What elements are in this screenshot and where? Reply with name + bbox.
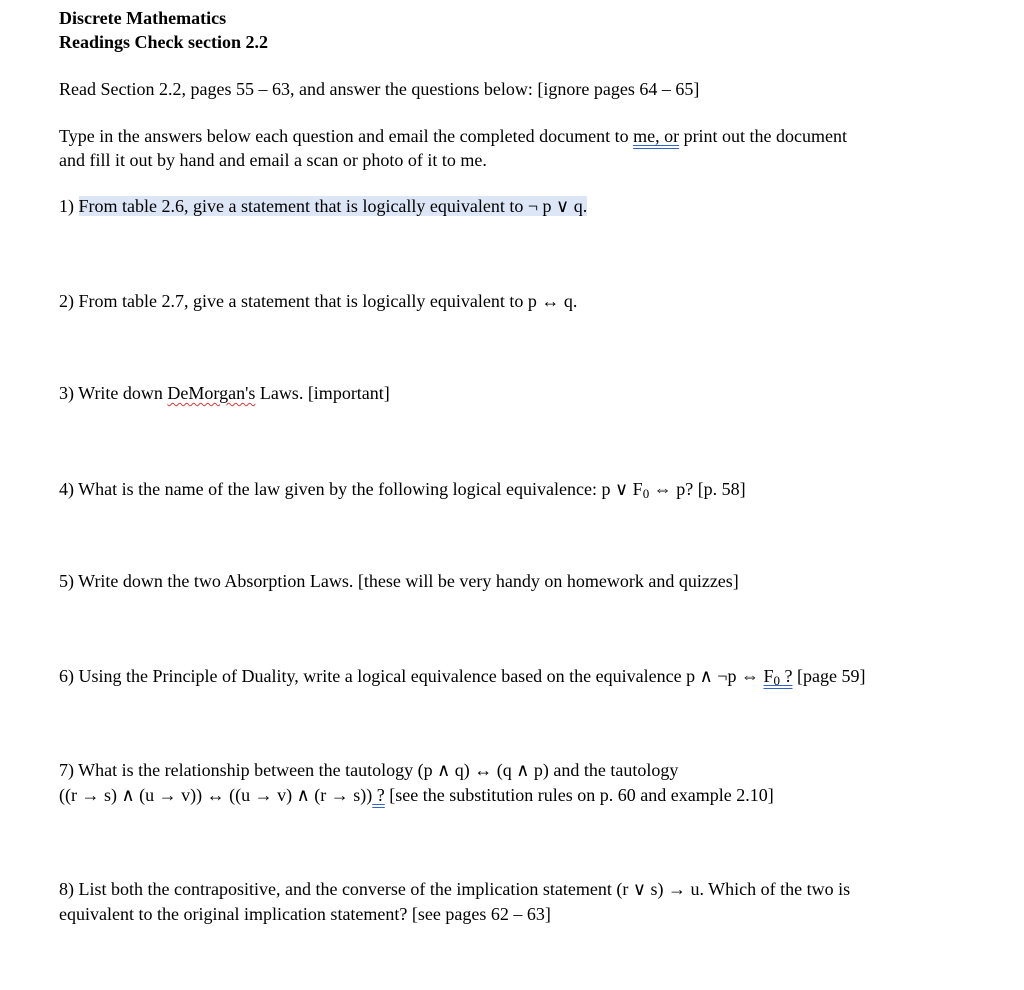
intro-submission-line [59,124,847,148]
question-2: 2) From table 2.7, give a statement that is logically equivalent to p ↔ q. [59,291,578,311]
equation-link[interactable]: ? [372,785,385,805]
equation-link-text: ? [779,666,793,686]
question-3-text: 3) Write down [59,383,168,403]
question-7-text: [see the substitution rules on p. 60 and example 2.10] [384,785,774,805]
course-title: Discrete Mathematics [59,8,227,28]
question-4 [59,477,746,503]
subscript: 0 [642,486,650,501]
question-number: 1) [59,196,79,216]
question-7-line-2 [59,783,774,807]
question-8-line-2: equivalent to the original implication statement? [see pages 62 – 63] [59,904,551,924]
spellcheck-word[interactable]: DeMorgan's [167,383,256,403]
question-1-text[interactable]: From table 2.6, give a statement that is logically equivalent to ¬ p ∨ q. [78,196,588,216]
intro-submission-line-2: and fill it out by hand and email a scan or photo of it to me. [59,150,487,170]
section-subtitle: Readings Check section 2.2 [59,32,269,52]
intro-instructions: Read Section 2.2, pages 55 – 63, and answer the questions below: [ignore pages 64 – 65] [59,79,700,99]
question-7-line-1: 7) What is the relationship between the tautology (p ∧ q) ↔ (q ∧ p) and the tautology [59,760,679,780]
question-8-line-1: 8) List both the contrapositive, and the converse of the implication statement (r ∨ s) → u. Which of the two is [59,879,851,899]
question-4-text: 4) What is the name of the law given by the following logical equivalence: p ∨ F [59,479,643,499]
intro-text-part: Type in the answers below each question and email the completed document to [59,126,634,146]
question-5: 5) Write down the two Absorption Laws. [these will be very handy on homework and quizzes] [59,571,739,591]
question-7-text: ((r → s) ∧ (u → v)) ↔ ((u → v) ∧ (r → s)) [59,785,373,805]
question-4-text: ⇔ p? [p. 58] [649,479,746,499]
email-link[interactable]: me, or [633,126,680,146]
question-3 [59,381,390,405]
question-6 [59,664,865,690]
intro-text-part: print out the document [679,126,848,146]
equation-link[interactable] [763,666,792,686]
question-3-text: Laws. [important] [255,383,390,403]
equation-link-text: F [763,666,774,686]
question-6-text: [page 59] [792,666,866,686]
subscript: 0 [773,673,780,688]
question-1 [59,194,587,218]
question-6-text: 6) Using the Principle of Duality, write a logical equivalence based on the equivalence p ∧ ¬p ⇔ [59,666,764,686]
